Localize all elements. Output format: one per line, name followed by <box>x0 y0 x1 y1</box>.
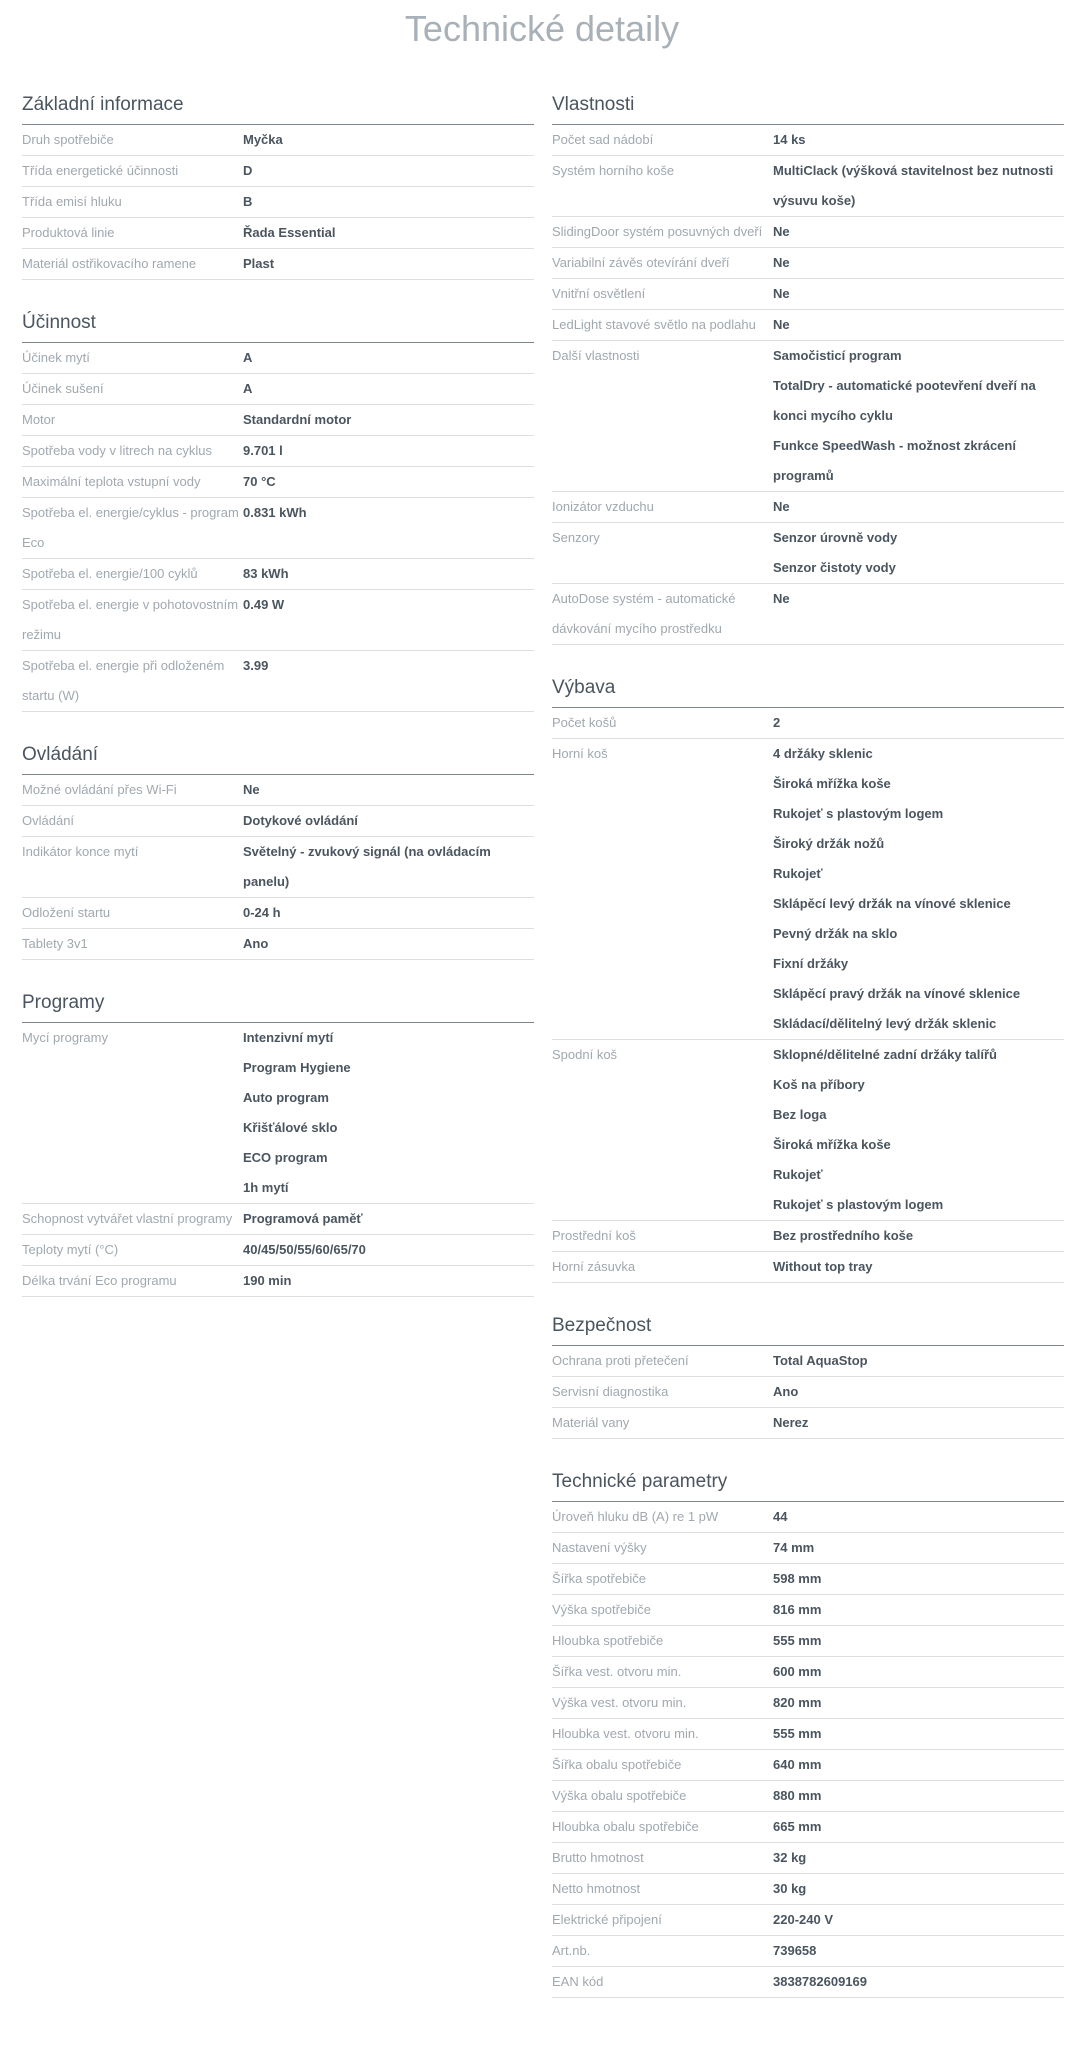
spec-label: Horní zásuvka <box>552 1259 636 1274</box>
spec-value: 880 mm <box>773 1788 822 1803</box>
spec-values <box>243 343 534 373</box>
spec-label: Spotřeba vody v litrech na cyklus <box>22 443 213 458</box>
spec-row <box>552 1533 1064 1564</box>
spec-value: 74 mm <box>773 1540 815 1555</box>
spec-row <box>22 1023 534 1204</box>
spec-label: Spotřeba el. energie/cyklus - program Eco <box>22 505 239 550</box>
spec-values <box>243 249 534 279</box>
spec-value: Sklopné/dělitelné zadní držáky talířů <box>773 1047 997 1062</box>
spec-value: Sklápěcí pravý držák na vínové sklenice <box>773 986 1021 1001</box>
spec-values <box>773 1688 1064 1718</box>
spec-row <box>552 1040 1064 1221</box>
spec-row <box>22 837 534 898</box>
spec-values <box>773 492 1064 522</box>
spec-label: Odložení startu <box>22 905 111 920</box>
spec-values <box>773 1781 1064 1811</box>
spec-row <box>22 651 534 712</box>
spec-value: Ne <box>773 224 790 239</box>
spec-row <box>552 1688 1064 1719</box>
spec-row <box>22 436 534 467</box>
spec-label: Art.nb. <box>552 1943 591 1958</box>
spec-row <box>552 1595 1064 1626</box>
spec-row <box>552 739 1064 1040</box>
spec-values <box>773 1936 1064 1966</box>
spec-values <box>773 1626 1064 1656</box>
spec-label: Hloubka obalu spotřebiče <box>552 1819 699 1834</box>
spec-label: Spotřeba el. energie/100 cyklů <box>22 566 198 581</box>
spec-value: Rukojeť <box>773 1167 823 1182</box>
spec-values <box>773 125 1064 155</box>
spec-value: Světelný - zvukový signál (na ovládacím panelu) <box>243 844 491 889</box>
spec-value: Fixní držáky <box>773 956 849 971</box>
spec-row <box>552 523 1064 584</box>
spec-values <box>243 559 534 589</box>
spec-value: 600 mm <box>773 1664 822 1679</box>
spec-values <box>773 1040 1064 1220</box>
spec-label: Produktová linie <box>22 225 115 240</box>
spec-label: Výška spotřebiče <box>552 1602 651 1617</box>
section-title: Bezpečnost <box>552 1313 1064 1346</box>
spec-row <box>22 1235 534 1266</box>
spec-label: Další vlastnosti <box>552 348 640 363</box>
spec-label: Indikátor konce mytí <box>22 844 139 859</box>
spec-values <box>243 436 534 466</box>
spec-values <box>243 374 534 404</box>
spec-value: 820 mm <box>773 1695 822 1710</box>
spec-values <box>773 584 1064 644</box>
spec-label: SlidingDoor systém posuvných dveří <box>552 224 763 239</box>
spec-values <box>773 1564 1064 1594</box>
spec-value: Široký držák nožů <box>773 836 885 851</box>
spec-row <box>552 1502 1064 1533</box>
spec-value: Ne <box>773 255 790 270</box>
spec-value: 14 ks <box>773 132 806 147</box>
spec-value: Dotykové ovládání <box>243 813 358 828</box>
spec-values <box>773 1377 1064 1407</box>
spec-row <box>22 559 534 590</box>
spec-row <box>22 374 534 405</box>
spec-values <box>773 1502 1064 1532</box>
spec-row <box>552 1221 1064 1252</box>
spec-label: Hloubka vest. otvoru min. <box>552 1726 699 1741</box>
spec-row <box>22 125 534 156</box>
spec-label: AutoDose systém - automatické dávkování mycího prostředku <box>552 591 736 636</box>
spec-values <box>773 217 1064 247</box>
spec-value: A <box>243 381 253 396</box>
spec-values <box>773 1967 1064 1997</box>
spec-value: Ne <box>773 499 790 514</box>
section-title: Programy <box>22 990 534 1023</box>
spec-value: Ne <box>773 591 790 606</box>
spec-value: Total AquaStop <box>773 1353 868 1368</box>
spec-row <box>22 405 534 436</box>
spec-row <box>552 1967 1064 1998</box>
spec-values <box>773 708 1064 738</box>
spec-values <box>773 1719 1064 1749</box>
spec-row <box>22 156 534 187</box>
right-column <box>552 92 1064 2028</box>
spec-value: Koš na příbory <box>773 1077 865 1092</box>
spec-values <box>773 1533 1064 1563</box>
spec-label: Šířka vest. otvoru min. <box>552 1664 682 1679</box>
spec-value: 0.831 kWh <box>243 505 307 520</box>
spec-row <box>552 1252 1064 1283</box>
spec-value: 3838782609169 <box>773 1974 867 1989</box>
spec-value: 2 <box>773 715 781 730</box>
spec-label: Účinek sušení <box>22 381 104 396</box>
spec-label: Motor <box>22 412 56 427</box>
spec-value: 640 mm <box>773 1757 822 1772</box>
spec-values <box>243 1235 534 1265</box>
left-column <box>22 92 534 1327</box>
spec-value: Ano <box>243 936 269 951</box>
spec-label: EAN kód <box>552 1974 604 1989</box>
spec-values <box>773 739 1064 1039</box>
spec-label: Výška vest. otvoru min. <box>552 1695 687 1710</box>
spec-values <box>243 806 534 836</box>
spec-value: Sklápěcí levý držák na vínové sklenice <box>773 896 1011 911</box>
section-zakladni-informace <box>22 92 534 280</box>
spec-values <box>243 651 534 711</box>
spec-row <box>22 775 534 806</box>
spec-label: Výška obalu spotřebiče <box>552 1788 687 1803</box>
spec-value: Řada Essential <box>243 225 336 240</box>
spec-values <box>773 341 1064 491</box>
spec-value: 30 kg <box>773 1881 807 1896</box>
spec-label: Šířka spotřebiče <box>552 1571 646 1586</box>
spec-value: Samočisticí program <box>773 348 902 363</box>
spec-label: Úroveň hluku dB (A) re 1 pW <box>552 1509 719 1524</box>
spec-values <box>773 1221 1064 1251</box>
spec-row <box>22 498 534 559</box>
section-title: Výbava <box>552 675 1064 708</box>
spec-value: Auto program <box>243 1090 329 1105</box>
spec-row <box>552 341 1064 492</box>
spec-value: Intenzivní mytí <box>243 1030 334 1045</box>
spec-label: Servisní diagnostika <box>552 1384 669 1399</box>
spec-row <box>22 1266 534 1297</box>
spec-value: ECO program <box>243 1150 328 1165</box>
spec-values <box>243 1266 534 1296</box>
spec-label: Počet košů <box>552 715 617 730</box>
spec-label: Schopnost vytvářet vlastní programy <box>22 1211 233 1226</box>
spec-value: MultiClack (výšková stavitelnost bez nutnosti výsuvu koše) <box>773 163 1054 208</box>
spec-row <box>22 590 534 651</box>
spec-row <box>552 217 1064 248</box>
spec-value: Ne <box>773 286 790 301</box>
spec-label: Počet sad nádobí <box>552 132 654 147</box>
spec-value: Bez prostředního koše <box>773 1228 914 1243</box>
spec-values <box>773 1346 1064 1376</box>
spec-value: Ne <box>243 782 260 797</box>
spec-values <box>773 1874 1064 1904</box>
spec-label: Ovládání <box>22 813 75 828</box>
spec-label: Nastavení výšky <box>552 1540 647 1555</box>
spec-value: Široká mřížka koše <box>773 776 891 791</box>
spec-row <box>552 156 1064 217</box>
spec-values <box>773 1252 1064 1282</box>
spec-value: Standardní motor <box>243 412 352 427</box>
spec-value: 1h mytí <box>243 1180 289 1195</box>
spec-value: D <box>243 163 253 178</box>
spec-row <box>552 1843 1064 1874</box>
spec-value: Plast <box>243 256 275 271</box>
spec-row <box>552 310 1064 341</box>
spec-row <box>552 125 1064 156</box>
spec-label: Variabilní závěs otevírání dveří <box>552 255 730 270</box>
spec-row <box>552 584 1064 645</box>
spec-value: Ne <box>773 317 790 332</box>
spec-values <box>243 837 534 897</box>
spec-value: Pevný držák na sklo <box>773 926 898 941</box>
section-title: Technické parametry <box>552 1469 1064 1502</box>
spec-row <box>22 467 534 498</box>
spec-label: Délka trvání Eco programu <box>22 1273 177 1288</box>
spec-values <box>243 405 534 435</box>
spec-values <box>243 467 534 497</box>
spec-value: Funkce SpeedWash - možnost zkrácení programů <box>773 438 1016 483</box>
spec-row <box>552 1408 1064 1439</box>
spec-value: Nerez <box>773 1415 809 1430</box>
spec-label: Materiál ostřikovacího ramene <box>22 256 197 271</box>
section-title: Ovládání <box>22 742 534 775</box>
spec-label: Vnitřní osvětlení <box>552 286 646 301</box>
spec-label: Mycí programy <box>22 1030 108 1045</box>
section-technicke-parametry <box>552 1469 1064 1998</box>
spec-values <box>243 775 534 805</box>
spec-value: Bez loga <box>773 1107 827 1122</box>
spec-value: 70 °C <box>243 474 276 489</box>
spec-value: Rukojeť <box>773 866 823 881</box>
spec-label: Horní koš <box>552 746 608 761</box>
spec-row <box>22 343 534 374</box>
spec-label: Systém horního koše <box>552 163 675 178</box>
spec-row <box>552 708 1064 739</box>
spec-values <box>243 156 534 186</box>
spec-label: Teploty mytí (°C) <box>22 1242 119 1257</box>
spec-row <box>552 1750 1064 1781</box>
spec-values <box>243 125 534 155</box>
spec-value: 598 mm <box>773 1571 822 1586</box>
spec-label: Spodní koš <box>552 1047 618 1062</box>
spec-label: Šířka obalu spotřebiče <box>552 1757 682 1772</box>
spec-label: LedLight stavové světlo na podlahu <box>552 317 756 332</box>
spec-label: Hloubka spotřebiče <box>552 1633 664 1648</box>
spec-values <box>243 187 534 217</box>
spec-value: Senzor čistoty vody <box>773 560 896 575</box>
spec-value: 555 mm <box>773 1726 822 1741</box>
spec-label: Účinek mytí <box>22 350 90 365</box>
spec-label: Brutto hmotnost <box>552 1850 644 1865</box>
spec-label: Ionizátor vzduchu <box>552 499 654 514</box>
spec-row <box>552 1377 1064 1408</box>
spec-row <box>552 1936 1064 1967</box>
spec-label: Materiál vany <box>552 1415 630 1430</box>
spec-label: Netto hmotnost <box>552 1881 641 1896</box>
section-vlastnosti <box>552 92 1064 645</box>
spec-row <box>22 806 534 837</box>
spec-label: Prostřední koš <box>552 1228 636 1243</box>
section-ucinnost <box>22 310 534 712</box>
spec-value: Ano <box>773 1384 799 1399</box>
spec-row <box>552 1626 1064 1657</box>
spec-value: Rukojeť s plastovým logem <box>773 1197 944 1212</box>
spec-row <box>552 492 1064 523</box>
spec-value: 555 mm <box>773 1633 822 1648</box>
spec-label: Spotřeba el. energie při odloženém startu (W) <box>22 658 225 703</box>
spec-values <box>773 310 1064 340</box>
spec-label: Maximální teplota vstupní vody <box>22 474 201 489</box>
section-title: Vlastnosti <box>552 92 1064 125</box>
spec-value: 44 <box>773 1509 788 1524</box>
spec-values <box>773 1595 1064 1625</box>
spec-value: 0-24 h <box>243 905 281 920</box>
spec-label: Tablety 3v1 <box>22 936 88 951</box>
spec-value: Senzor úrovně vody <box>773 530 898 545</box>
spec-row <box>22 898 534 929</box>
spec-values <box>243 218 534 248</box>
spec-values <box>243 929 534 959</box>
spec-value: 4 držáky sklenic <box>773 746 873 761</box>
spec-value: 220-240 V <box>773 1912 833 1927</box>
spec-values <box>773 248 1064 278</box>
spec-row <box>552 1564 1064 1595</box>
spec-values <box>773 523 1064 583</box>
spec-value: Programová paměť <box>243 1211 363 1226</box>
spec-values <box>243 1204 534 1234</box>
spec-row <box>22 218 534 249</box>
spec-label: Senzory <box>552 530 600 545</box>
spec-label: Třída emisí hluku <box>22 194 122 209</box>
spec-row <box>552 248 1064 279</box>
spec-value: 32 kg <box>773 1850 807 1865</box>
spec-row <box>22 187 534 218</box>
spec-value: 739658 <box>773 1943 817 1958</box>
spec-row <box>552 1874 1064 1905</box>
spec-values <box>773 1812 1064 1842</box>
spec-row <box>22 249 534 280</box>
section-programy <box>22 990 534 1297</box>
spec-values <box>243 498 534 558</box>
spec-values <box>773 1657 1064 1687</box>
spec-value: Křišťálové sklo <box>243 1120 338 1135</box>
spec-row <box>552 1905 1064 1936</box>
spec-row <box>552 1719 1064 1750</box>
spec-row <box>552 1781 1064 1812</box>
spec-row <box>22 1204 534 1235</box>
spec-values <box>773 1843 1064 1873</box>
section-bezpecnost <box>552 1313 1064 1439</box>
spec-value: 190 min <box>243 1273 292 1288</box>
spec-row <box>552 1812 1064 1843</box>
spec-values <box>773 156 1064 216</box>
spec-value: 0.49 W <box>243 597 285 612</box>
spec-value: B <box>243 194 253 209</box>
spec-values <box>243 898 534 928</box>
spec-value: Široká mřížka koše <box>773 1137 891 1152</box>
section-title: Účinnost <box>22 310 534 343</box>
spec-value: Rukojeť s plastovým logem <box>773 806 944 821</box>
spec-values <box>243 1023 534 1203</box>
spec-values <box>773 1905 1064 1935</box>
spec-value: 665 mm <box>773 1819 822 1834</box>
section-title: Základní informace <box>22 92 534 125</box>
spec-label: Spotřeba el. energie v pohotovostním režimu <box>22 597 239 642</box>
spec-row <box>552 279 1064 310</box>
spec-value: TotalDry - automatické pootevření dveří na konci mycího cyklu <box>773 378 1036 423</box>
spec-value: Myčka <box>243 132 283 147</box>
spec-label: Ochrana proti přetečení <box>552 1353 689 1368</box>
spec-values <box>243 590 534 650</box>
spec-label: Druh spotřebiče <box>22 132 114 147</box>
spec-value: 40/45/50/55/60/65/70 <box>243 1242 366 1257</box>
spec-values <box>773 1408 1064 1438</box>
spec-label: Třída energetické účinnosti <box>22 163 179 178</box>
section-ovladani <box>22 742 534 960</box>
spec-row <box>552 1657 1064 1688</box>
spec-value: Program Hygiene <box>243 1060 351 1075</box>
spec-value: Without top tray <box>773 1259 873 1274</box>
page-title: Technické detaily <box>404 8 680 49</box>
spec-value: A <box>243 350 253 365</box>
spec-value: 9.701 l <box>243 443 283 458</box>
spec-label: Možné ovládání přes Wi-Fi <box>22 782 177 797</box>
spec-value: 83 kWh <box>243 566 289 581</box>
spec-row <box>552 1346 1064 1377</box>
spec-value: 3.99 <box>243 658 269 673</box>
spec-value: Skládací/dělitelný levý držák sklenic <box>773 1016 997 1031</box>
spec-value: 816 mm <box>773 1602 822 1617</box>
spec-values <box>773 279 1064 309</box>
section-vybava <box>552 675 1064 1283</box>
spec-values <box>773 1750 1064 1780</box>
spec-label: Elektrické připojení <box>552 1912 662 1927</box>
spec-row <box>22 929 534 960</box>
